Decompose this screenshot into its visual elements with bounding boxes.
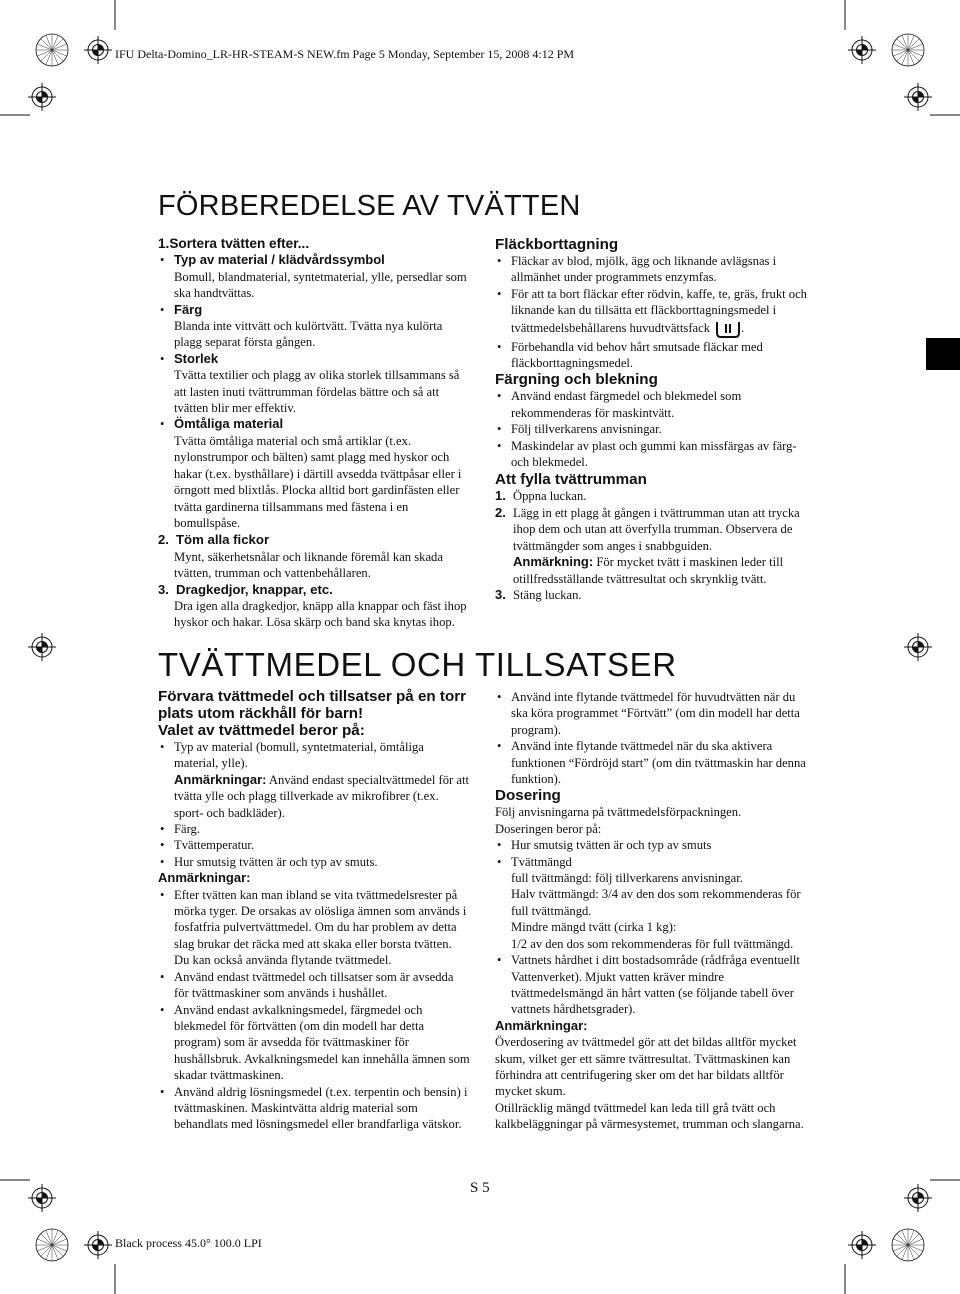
list-item: [158, 739, 470, 821]
bullet-heading: Ömtåliga material: [174, 416, 284, 432]
print-header: IFU Delta-Domino_LR-HR-STEAM-S NEW.fm Page 5 Monday, September 15, 2008 4:12 PM: [115, 47, 575, 61]
registration-mark-icon: [904, 633, 932, 661]
registration-mark-icon: [84, 1231, 112, 1259]
notes-heading: Anmärkningar:: [495, 1017, 588, 1033]
load-line: full tvättmängd: följ tillverkarens anvisningar.: [511, 871, 743, 886]
detergent-tray-icon: [715, 319, 741, 339]
paragraph: Doseringen beror på:: [495, 821, 602, 836]
bullet-heading: Typ av material / klädvårdssymbol: [174, 252, 385, 268]
item-number: 2.: [158, 532, 169, 548]
list-item: • Hur smutsig tvätten är och typ av smuts: [495, 837, 807, 853]
note-text: För mycket tvätt i maskinen leder till otillfredsställande tvättresultat och skrynklig tvätt.: [513, 555, 784, 586]
preparation-column: [158, 236, 468, 631]
item-text: Lägg in ett plagg åt gången i tvättrumman utan att trycka ihop dem och utan att överfylla trumman. Observera de tvättmängder som anges i snabbguiden.: [513, 505, 800, 553]
stain-heading: Fläckborttagning: [495, 236, 619, 253]
section-title-detergents: TVÄTTMEDEL OCH TILLSATSER: [158, 646, 677, 683]
list-item: • Vattnets hårdhet i ditt bostadsområde (rådfråga eventuellt Vattenverket). Mjukt vatten kräver mindre tvättmedelsmängd än hårt vatten (se följande tabell över vattnets hårdhetsgrader).: [495, 952, 807, 1018]
list-item: • Tvättemperatur.: [158, 837, 470, 853]
list-item: • Använd inte flytande tvättmedel när du ska aktivera funktionen “Fördröjd start” (om din tvättmaskin har denna funktion).: [495, 738, 807, 787]
registration-mark-icon: [84, 36, 112, 64]
item-text: Stäng luckan.: [513, 587, 582, 602]
item-number: 1.: [495, 488, 506, 504]
sort-heading: 1.Sortera tvätten efter...: [158, 236, 310, 251]
dosing-column: [495, 689, 807, 1133]
registration-mark-icon: [904, 1184, 932, 1212]
list-item: • Maskindelar av plast och gummi kan missfärgas av färg- och blekmedel.: [495, 438, 807, 471]
registration-mark-icon: [848, 1231, 876, 1259]
bullet-text: Tvätta textilier och plagg av olika storlek tillsammans så att lasten inuti tvättrumman fördelas bättre och så att tvätten blir mer effektiv.: [174, 368, 460, 416]
registration-mark-icon: [36, 34, 68, 66]
item-number: 2.: [495, 504, 506, 520]
list-item: [158, 416, 468, 432]
registration-mark-icon: [28, 633, 56, 661]
list-item: • Fläckar av blod, mjölk, ägg och liknande avlägsnas i allmänhet under programmets enzymfas.: [495, 253, 807, 286]
list-item: [158, 302, 468, 318]
registration-mark-icon: [892, 34, 924, 66]
numbered-item: [495, 587, 807, 603]
storage-warning: Förvara tvättmedel och tillsatser på en torr plats utom räckhåll för barn!: [158, 688, 467, 722]
notes-heading: Anmärkningar:: [158, 870, 251, 886]
bullet-text: Bomull, blandmaterial, syntetmaterial, ylle, persedlar som ska handtvättas.: [174, 269, 467, 301]
list-item: • Efter tvätten kan man ibland se vita tvättmedelsrester på mörka tyger. De orsakas av olösliga ämnen som används i fosfatfria pulvertvättmedel. Om du har problem av detta slag brukar det räcka med att skaka eller borsta tvätten. Du kan också använda flytande tvättmedel.: [158, 887, 470, 969]
list-item: • Använd inte flytande tvättmedel för huvudtvätten när du ska köra programmet “Förtvätt” (om din modell har detta program).: [495, 689, 807, 738]
registration-mark-icon: [28, 83, 56, 111]
registration-mark-icon: [36, 1229, 68, 1261]
paragraph: Överdosering av tvättmedel gör att det bildas alltför mycket skum, vilket ger ett sämre tvättresultat. Tvättmaskinen kan förhindra att centrifugering sker om det har bildats alltför mycket skum.: [495, 1035, 797, 1099]
list-item: [158, 252, 468, 268]
list-item: • Tvättmängd: [495, 854, 807, 870]
list-item: [158, 351, 468, 367]
loading-heading: Att fylla tvättrumman: [495, 471, 647, 489]
registration-mark-icon: [28, 1184, 56, 1212]
load-line: Mindre mängd tvätt (cirka 1 kg):: [511, 920, 677, 935]
dye-heading: Färgning och blekning: [495, 371, 658, 389]
item-text: Öppna luckan.: [513, 489, 587, 504]
note-text: Använd endast specialtvättmedel för att tvätta ylle och plagg tillverkade av mikrofibrer (t.ex. sport- och badkläder).: [174, 772, 469, 820]
note-label: Anmärkning:: [513, 554, 594, 570]
numbered-item: [495, 505, 807, 587]
list-item: • Använd endast avkalkningsmedel, färgmedel och blekmedel för förtvätten (om din modell har detta program) som är avsedda för tvättmaskiner för hushållsbruk. Avkalkningsmedel kan innehålla ämnen som skadar tvättmaskinen.: [158, 1002, 470, 1084]
list-item: • Hur smutsig tvätten är och typ av smuts.: [158, 854, 470, 870]
registration-mark-icon: [848, 36, 876, 64]
bullet-text: Tvätta ömtåliga material och små artiklar (t.ex. nylonstrumpor och bälten) samt plagg med hyskor och hakar (t.ex. bysthållare) i därtill avsedda tvättpåsar eller i örngott med blixtlås. Plocka alltid bort gardinfästen eller tvätta gardinerna tillsammans med fästena i en bomullspåse.: [174, 433, 462, 530]
list-item: • Förbehandla vid behov hårt smutsade fläckar med fläckborttagningsmedel.: [495, 339, 807, 372]
registration-mark-icon: [904, 83, 932, 111]
list-item: • Färg.: [158, 821, 470, 837]
load-line: 1/2 av den dos som rekommenderas för full tvättmängd.: [511, 936, 794, 951]
detergent-column: [158, 688, 470, 1133]
list-item: • Använd endast färgmedel och blekmedel som rekommenderas för maskintvätt.: [495, 388, 807, 421]
note-label: Anmärkningar:: [174, 771, 267, 787]
dosing-heading: Dosering: [495, 787, 561, 805]
numbered-item: [158, 532, 468, 548]
section-title-preparation: FÖRBEREDELSE AV TVÄTTEN: [158, 190, 581, 222]
choice-heading: Valet av tvättmedel beror på:: [158, 722, 365, 739]
item-number: 3.: [158, 581, 169, 597]
item-number: 3.: [495, 586, 506, 602]
list-item: [495, 286, 807, 339]
load-line: Halv tvättmängd: 3/4 av den dos som rekommenderas för full tvättmängd.: [511, 887, 801, 918]
numbered-item: [495, 488, 807, 504]
paragraph: Följ anvisningarna på tvättmedelsförpackningen.: [495, 805, 742, 820]
item-text: Dra igen alla dragkedjor, knäpp alla knappar och fäst ihop hyskor och hakar. Lösa skärp och band ska knytas ihop.: [174, 598, 467, 630]
item-heading: Dragkedjor, knappar, etc.: [176, 581, 333, 597]
list-item: • Följ tillverkarens anvisningar.: [495, 421, 807, 437]
list-item: • Använd aldrig lösningsmedel (t.ex. terpentin och bensin) i tvättmaskinen. Maskintvätta aldrig material som behandlats med lösningsmedel eller brandfarliga vätskor.: [158, 1084, 470, 1133]
list-text-end: .: [741, 320, 745, 335]
list-item: • Använd endast tvättmedel och tillsatser som är avsedda för tvättmaskiner som används i hushållet.: [158, 969, 470, 1002]
page-number: S 5: [470, 1180, 490, 1196]
bullet-heading: Färg: [174, 301, 203, 317]
print-footer: Black process 45.0° 100.0 LPI: [115, 1236, 262, 1250]
bullet-heading: Storlek: [174, 350, 219, 366]
registration-mark-icon: [892, 1229, 924, 1261]
numbered-item: [158, 582, 468, 598]
item-heading: Töm alla fickor: [176, 532, 270, 548]
bullet-text: Blanda inte vittvätt och kulörtvätt. Tvätta nya kulörta plagg separat första gången.: [174, 319, 443, 350]
stain-column: [495, 236, 807, 603]
list-text: Typ av material (bomull, syntetmaterial, ömtåliga material, ylle).: [174, 740, 424, 771]
list-text: För att ta bort fläckar efter rödvin, kaffe, te, gräs, frukt och liknande kan du tillsätta ett fläckborttagningsmedel i tvättmedelsbehållarens huvudtvättsfack: [511, 286, 807, 335]
paragraph: Otillräcklig mängd tvättmedel kan leda till grå tvätt och kalkbeläggningar på värmesystemet, trumman och slangarna.: [495, 1100, 804, 1132]
item-text: Mynt, säkerhetsnålar och liknande föremål kan skada tvätten, trumman och vattenbehållaren.: [174, 549, 443, 581]
